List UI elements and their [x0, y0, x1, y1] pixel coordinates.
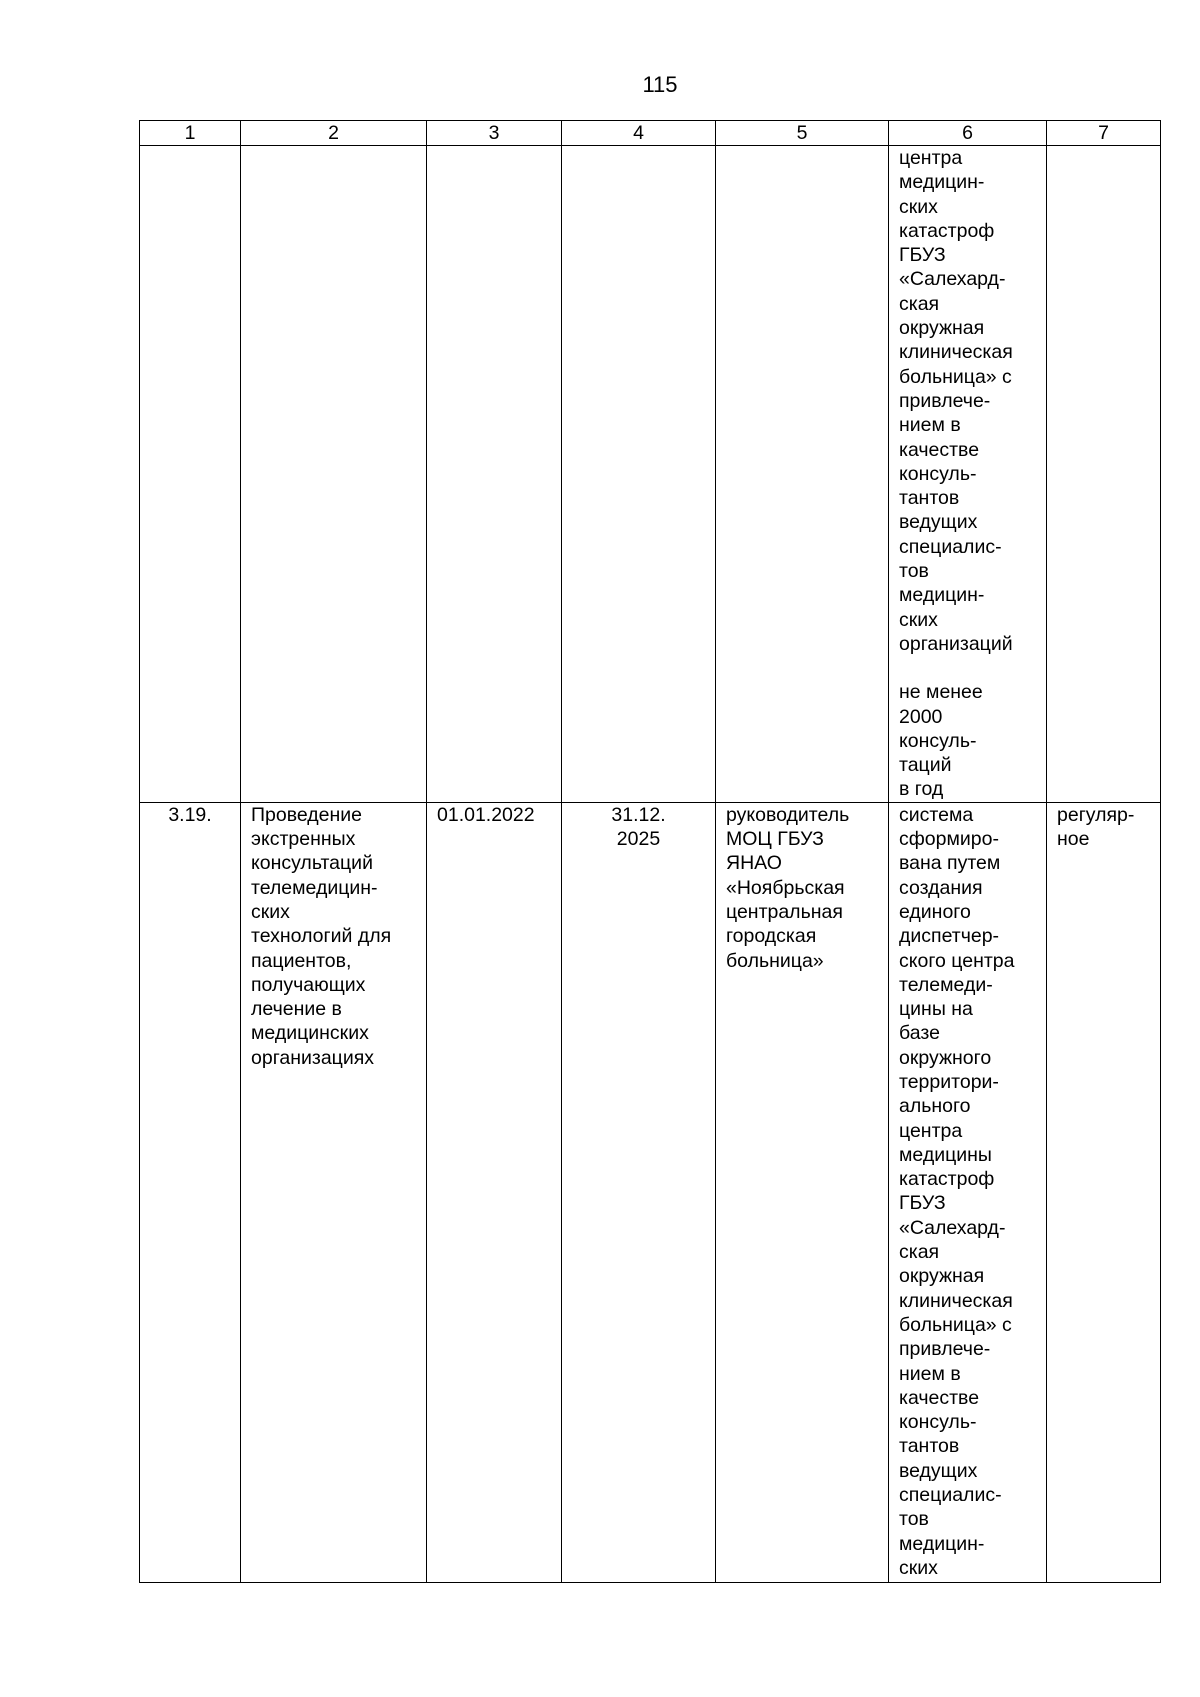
cont-result-gap: [899, 656, 1036, 680]
header-cell-4: 4: [562, 121, 716, 146]
header-cell-1: 1: [140, 121, 241, 146]
page-number: 115: [642, 72, 678, 97]
cont-cell-3: [427, 146, 562, 803]
table-row-continued: [140, 146, 1161, 803]
header-cell-5: 5: [716, 121, 889, 146]
table-row-3-19: [140, 802, 1161, 1582]
header-cell-7: 7: [1047, 121, 1161, 146]
cont-cell-4: [562, 146, 716, 803]
plan-table: [139, 120, 1161, 1583]
cont-cell-5: [716, 146, 889, 803]
cont-cell-2: [241, 146, 427, 803]
row-start-date: 01.01.2022: [427, 802, 562, 1582]
row-number: 3.19.: [140, 802, 241, 1582]
row-end-date: 31.12. 2025: [562, 802, 716, 1582]
cont-cell-6: [889, 146, 1047, 803]
header-cell-3: 3: [427, 121, 562, 146]
header-cell-2: 2: [241, 121, 427, 146]
header-cell-6: 6: [889, 121, 1047, 146]
row-result: система сформиро- вана путем создания единого диспетчер- ского центра телемеди- цины на базе окружного территори- ального центра медицины катастроф ГБУЗ «Салехард- ская окружная клиническая больница» с привлече- нием в качестве консуль- тантов ведущих специалис- тов медицин- ских: [889, 802, 1047, 1582]
cont-indicator-text: не менее 2000 консуль- таций в год: [899, 681, 983, 801]
row-title: Проведение экстренных консультаций телемедицин- ских технологий для пациентов, получающих лечение в медицинских организациях: [241, 802, 427, 1582]
cont-result-text: центра медицин- ских катастроф ГБУЗ «Салехард- ская окружная клиническая больница» с привлече- нием в качестве консуль- тантов ведущих специалис- тов медицин- ских организаций: [899, 147, 1013, 655]
row-type: регуляр- ное: [1047, 802, 1161, 1582]
cont-cell-7: [1047, 146, 1161, 803]
table-header-row: [140, 121, 1161, 146]
row-responsible: руководитель МОЦ ГБУЗ ЯНАО «Ноябрьская центральная городская больница»: [716, 802, 889, 1582]
cont-cell-1: [140, 146, 241, 803]
